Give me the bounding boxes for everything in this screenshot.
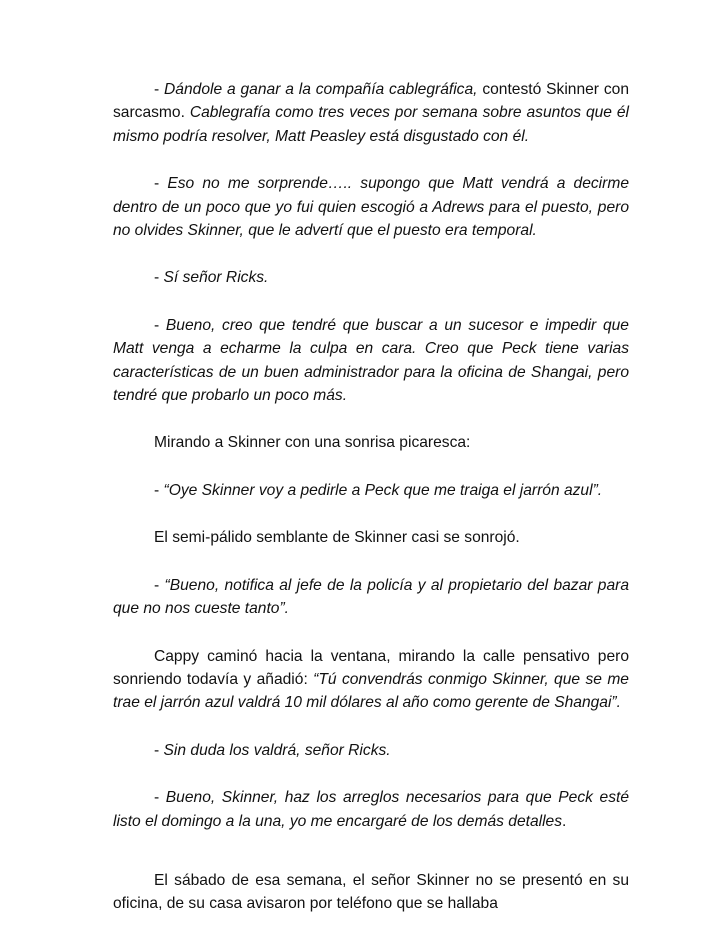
text-segment: “Tú convendrás conmigo Skinner, que se me trae el jarrón azul valdrá 10 mil dólares al año como gerente de Shangai”.	[113, 670, 629, 712]
text-segment: -	[154, 175, 168, 193]
text-segment: -	[154, 269, 164, 287]
text-segment: Bueno, creo que tendré que buscar a un sucesor e impedir que Matt venga a echarme la culpa en cara. Creo que Peck tiene varias características de un buen administrador para la oficina de Shangai, pero tendré que probarlo un poco más.	[113, 316, 629, 405]
paragraph	[113, 172, 629, 242]
text-segment: -	[154, 81, 165, 98]
text-segment: El sábado de esa semana, el señor Skinner no se presentó en su oficina, de su casa avisaron por teléfono que se hallaba	[113, 871, 629, 913]
paragraph	[113, 431, 629, 454]
text-segment: .	[562, 812, 567, 830]
text-segment: Bueno, Skinner, haz los arreglos necesarios para que Peck esté listo el domingo a la una, yo me encargaré de los demás detalles	[113, 789, 629, 830]
paragraph	[113, 869, 629, 916]
paragraph	[113, 526, 629, 549]
text-segment: -	[154, 576, 165, 594]
text-segment: -	[154, 316, 166, 334]
paragraph	[113, 78, 629, 148]
paragraph	[113, 645, 629, 715]
paragraph	[113, 266, 629, 289]
paragraph	[113, 786, 629, 833]
text-segment: Cappy caminó hacia la ventana, mirando la calle pensativo pero sonriendo todavía y añadió:	[113, 647, 629, 688]
document-body	[113, 78, 629, 940]
text-segment: Dándole a ganar a la compañía cablegráfica,	[164, 81, 478, 98]
paragraph	[113, 314, 629, 408]
text-segment: Sin duda los valdrá, señor Ricks.	[163, 741, 391, 759]
text-segment: Mirando a Skinner con una sonrisa picaresca:	[154, 434, 471, 452]
paragraph	[113, 739, 629, 762]
text-segment: -	[154, 789, 166, 807]
text-segment: “Oye Skinner voy a pedirle a Peck que me traiga el jarrón azul”.	[163, 481, 603, 499]
text-segment: Cablegrafía como tres veces por semana sobre asuntos que él mismo podría resolver, Matt Peasley está disgustado con él.	[113, 104, 629, 145]
paragraph	[113, 479, 629, 502]
text-segment: El semi-pálido semblante de Skinner casi se sonrojó.	[154, 529, 520, 547]
text-segment: Eso no me sorprende….. supongo que Matt vendrá a decirme dentro de un poco que yo fui quien escogió a Adrews para el puesto, pero no olvides Skinner, que le advertí que el puesto era temporal.	[113, 175, 629, 240]
paragraph	[113, 574, 629, 621]
text-segment: -	[154, 741, 164, 759]
text-segment: contestó Skinner con sarcasmo.	[113, 81, 629, 122]
text-segment: -	[154, 481, 164, 499]
text-segment: Sí señor Ricks.	[163, 269, 269, 287]
text-segment: “Bueno, notifica al jefe de la policía y al propietario del bazar para que no nos cueste tanto”.	[113, 576, 629, 618]
